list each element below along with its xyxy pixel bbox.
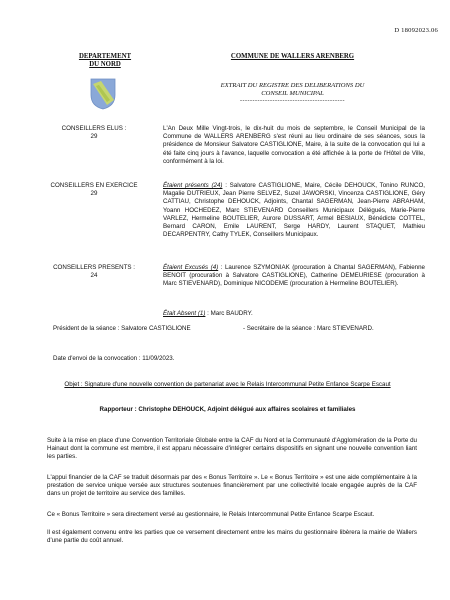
secretary-line: - Secrétaire de la séance : Marc STIEVENARD. xyxy=(243,325,374,332)
absent-heading: Était Absent (1) xyxy=(163,310,206,317)
presents-label: CONSEILLERS PRESENTS : xyxy=(53,264,135,271)
excuses-list xyxy=(163,264,425,289)
commune-heading: COMMUNE DE WALLERS ARENBERG xyxy=(230,53,355,60)
coat-of-arms-icon xyxy=(90,78,116,110)
excuses-heading: Étaient Excusés (4) xyxy=(163,264,219,271)
document-reference: D 18092023.06 xyxy=(394,27,438,34)
department-line1: DEPARTEMENT xyxy=(78,53,132,60)
elus-count: 29 xyxy=(90,133,98,140)
extract-dots: ------------------------------------------ xyxy=(240,98,345,104)
exercice-label: CONSEILLERS EN EXERCICE xyxy=(50,182,138,189)
absent-line xyxy=(163,310,425,318)
department-heading xyxy=(50,53,160,69)
president-line: Président de la séance : Salvatore CASTIGLIONE xyxy=(53,325,191,332)
subject-text: Objet : Signature d'une nouvelle convention de partenariat avec le Relais Intercommunal Petite Enfance Scarpe Escaut xyxy=(64,381,391,388)
subject xyxy=(50,381,405,389)
elus-text: L'An Deux Mille Vingt-trois, le dix-huit du mois de septembre, le Conseil Municipal de la Commune de WALLERS ARENBERG s'est réuni au lieu ordinaire de ses séances, sous la présidence de Monsieur Salvatore CASTIGLIONE, Maire, à la suite de la convocation qui lui a été faite cinq jours à l'avance, laquelle convocation a été affichée à la porte de l'Hôtel de Ville, conformément à la loi. xyxy=(163,125,425,165)
exercice-label-block xyxy=(40,182,148,198)
paragraph-3: Ce « Bonus Territoire » sera directement versé au gestionnaire, le Relais Intercommunal Petite Enfance Scarpe Escaut. xyxy=(47,511,375,518)
presents-heading: Étaient présents (24) xyxy=(163,182,223,189)
department-line2: DU NORD xyxy=(89,61,121,68)
elus-label: CONSEILLERS ELUS : xyxy=(61,125,127,132)
extract-line1: EXTRAIT DU REGISTRE DES DELIBERATIONS DU xyxy=(220,82,365,89)
paragraph-4: Il est également convenu entre les parties que ce versement directement entre les mains du gestionnaire libèrera la mairie de Wallers d'une partie du coût annuel. xyxy=(47,529,417,545)
excuses-text: : Laurence SZYMONIAK (procuration à Chantal SAGERMAN), Fabienne BENOIT (procuration à Salvatore CASTIGLIONE), Catherine DEMEURIESE (procuration à Marc STIEVENARD), Dominique NICODEME (procuration à Hermeline BOUTELIER). xyxy=(163,264,425,288)
presents-label-block xyxy=(40,264,148,280)
presents-list xyxy=(163,182,425,239)
exercice-count: 29 xyxy=(90,190,98,197)
convocation-date: Date d'envoi de la convocation : 11/09/2023. xyxy=(53,355,175,362)
presents-names: : Salvatore CASTIGLIONE, Maire, Cécile DEHOUCK, Tonino RUNCO, Magalie DUTRIEUX, Jean Pierre SELVEZ, Suzel JAWORSKI, Vincenza CASTIGLIONE, Géry CATTIAU, Christophe DEHOUCK, Adjoints, Chantal SAGERMAN, Jean-Pierre ABRAHAM, Yoann HOCHEDEZ, Marc STIEVENARD Conseillers Municipaux Délégués, Marie-Pierre VARLEZ, Hermeline BOUTELIER, Aurore DUSSART, Armel BESIAUX, Bénédicte COTTEL, Bernard CARON, Emile LAURENT, Serge HARDY, Laurent STAQUET, Mathieu DECARPENTRY, Cathy TYLEK, Conseillers Municipaux. xyxy=(163,182,425,239)
presents-count: 24 xyxy=(90,272,98,279)
extract-line2: CONSEIL MUNICIPAL xyxy=(261,90,324,97)
paragraph-2: L'appui financier de la CAF se traduit désormais par des « Bonus Territoire ». Le « Bonus Territoire » est une aide complémentaire à la prestation de service unique versée aux structures soutenues financièrement par une collectivité locale engagée auprès de la CAF dans un projet de territoire au service des familles. xyxy=(47,474,417,498)
extract-title xyxy=(205,82,380,104)
absent-text: : Marc BAUDRY. xyxy=(207,310,253,317)
rapporteur: Rapporteur : Christophe DEHOUCK, Adjoint délégué aux affaires scolaires et familiales xyxy=(99,406,356,413)
paragraph-1: Suite à la mise en place d'une Convention Territoriale Globale entre la CAF du Nord et la Communauté d'Agglomération de la Porte du Hainaut dont la commune est membre, il est apparu nécessaire d'intégrer certains dispositifs en signant une nouvelle convention liant les parties. xyxy=(47,437,417,461)
elus-label-block xyxy=(40,125,148,141)
